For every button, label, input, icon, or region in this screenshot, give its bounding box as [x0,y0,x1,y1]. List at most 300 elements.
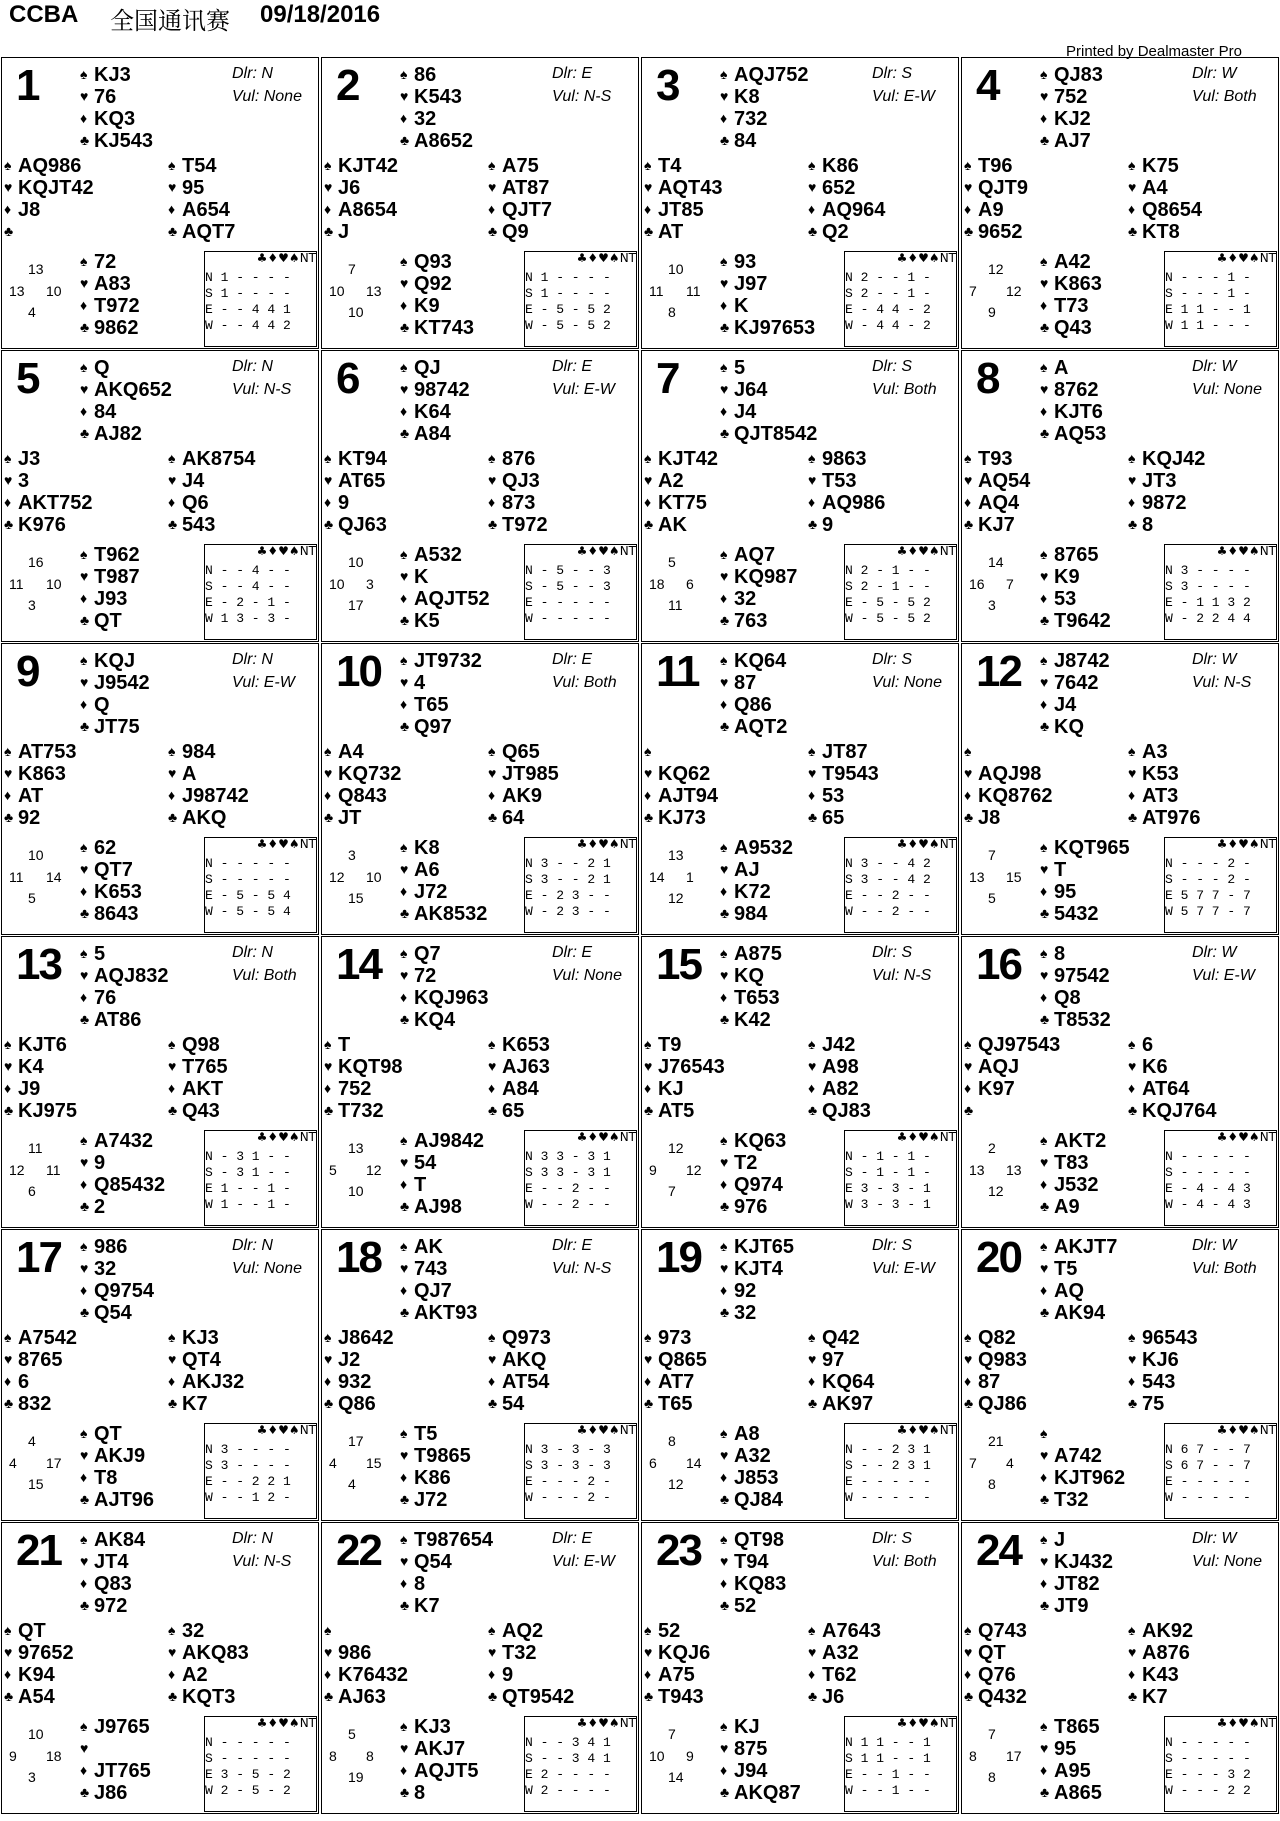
north-hand-club-line [720,1008,782,1030]
cards: K5 [414,610,440,632]
club-icon: ♣ [400,718,410,734]
spade-icon: ♠ [964,157,972,173]
spade-icon: ♠ [400,945,408,961]
club-icon: ♣ [964,1688,974,1704]
double-dummy-row: W 1 - - 1 - [205,1197,291,1212]
club-icon: ♣ [488,1688,498,1704]
cards: A42 [1054,251,1091,273]
north-hand-spade-line [720,649,787,671]
spade-icon: ♠ [720,66,728,82]
cards: AKJ9 [94,1445,146,1467]
cards: AQ986 [18,155,82,177]
spade-icon: ♠ [80,652,88,668]
east-hand-spade-line [488,154,552,176]
west-hand-heart-line [324,469,387,491]
north-hand-diamond-line [720,400,817,422]
club-icon: ♣ [720,132,730,148]
west-hand-heart-line [644,1348,707,1370]
hcp-west: 13 [9,283,25,299]
double-dummy-header: ♣♦♥♠NT [256,544,316,558]
double-dummy-table [524,1716,637,1812]
cards: 6 [1142,1034,1154,1056]
cards: AKQ83 [182,1642,249,1664]
club-icon: ♣ [80,1597,90,1613]
heart-icon: ♥ [1128,472,1137,488]
board-20 [961,1229,1279,1521]
east-hand [808,1033,871,1121]
cards: QT [94,610,122,632]
north-hand-heart-line [400,85,473,107]
north-hand-spade-line [400,942,489,964]
club-icon: ♣ [400,1011,410,1027]
double-dummy-header: ♣♦♥♠NT [1216,1716,1276,1730]
west-hand-diamond-line [4,491,92,513]
double-dummy-row: S - 5 - - 3 [525,579,611,594]
board-number: 12 [976,647,1021,696]
cards: AQ986 [822,492,886,514]
diamond-icon: ♦ [80,1282,88,1298]
diamond-icon: ♦ [400,110,408,126]
organization-name: CCBA [9,1,79,28]
south-hand-diamond-line [400,880,487,902]
diamond-icon: ♦ [1040,1282,1048,1298]
heart-icon: ♥ [400,381,409,397]
vulnerability-label: Vul: N-S [552,88,612,105]
double-dummy-header: ♣♦♥♠NT [256,251,316,265]
club-icon: ♣ [324,809,334,825]
west-hand-club-line [964,1685,1027,1707]
cards: KQ4 [414,1009,456,1031]
double-dummy-row: N - 5 - - 3 [525,563,611,578]
cards: 743 [414,1258,448,1280]
south-hand-diamond-line [80,587,140,609]
club-icon: ♣ [400,425,410,441]
club-icon: ♣ [720,425,730,441]
cards: KQJT42 [18,177,94,199]
cards: A8654 [338,199,397,221]
east-hand-diamond-line [1128,1370,1198,1392]
board-13 [1,936,319,1228]
club-icon: ♣ [1040,1784,1050,1800]
board-number: 19 [656,1233,701,1282]
south-hand-heart-line [1040,858,1130,880]
cards: JT [338,807,362,829]
cards: T972 [94,295,140,317]
north-hand-club-line [80,1594,145,1616]
south-hand-spade-line [400,1715,478,1737]
heart-icon: ♥ [964,179,973,195]
hcp-east: 15 [1006,869,1022,885]
hcp-west: 12 [329,869,345,885]
double-dummy-row: W 2 - - - - [525,1783,611,1798]
west-hand-heart-line [324,176,398,198]
cards: T987654 [414,1529,493,1551]
cards: 65 [502,1100,525,1122]
heart-icon: ♥ [324,765,333,781]
east-hand-diamond-line [808,784,879,806]
hcp-north: 16 [28,554,44,570]
east-hand-club-line [1128,220,1202,242]
club-icon: ♣ [168,1395,178,1411]
hcp-east: 6 [686,576,694,592]
double-dummy-row: N 3 - - - - [1165,563,1251,578]
diamond-icon: ♦ [400,1282,408,1298]
cards: Q6 [182,492,209,514]
west-hand-heart-line [644,762,718,784]
spade-icon: ♠ [1128,1329,1136,1345]
heart-icon: ♥ [80,674,89,690]
cards: 8643 [94,903,139,925]
cards: QT9542 [502,1686,575,1708]
heart-icon: ♥ [964,1058,973,1074]
south-hand-spade-line [1040,1129,1106,1151]
board-number: 11 [656,647,699,696]
spade-icon: ♠ [488,1036,496,1052]
north-hand [720,63,809,151]
cards: T987 [94,566,140,588]
spade-icon: ♠ [720,652,728,668]
cards: A8 [734,1423,760,1445]
west-hand [324,1619,408,1707]
south-hand-club-line [80,1488,154,1510]
diamond-icon: ♦ [720,1469,728,1485]
cards: AK97 [822,1393,874,1415]
east-hand [1128,154,1202,242]
cards: T [1054,859,1067,881]
diamond-icon: ♦ [1040,883,1048,899]
cards: J6 [822,1686,845,1708]
hcp-west: 11 [9,576,24,592]
vulnerability-label: Vul: None [232,1260,302,1277]
club-icon: ♣ [720,905,730,921]
south-hand [80,1129,165,1217]
cards: A6 [414,859,440,881]
board-number: 24 [976,1526,1021,1575]
hcp-north: 7 [988,847,996,863]
north-hand-heart-line [400,1550,493,1572]
heart-icon: ♥ [400,1553,409,1569]
west-hand-club-line [324,1099,402,1121]
hcp-west: 10 [329,283,345,299]
west-hand-heart-line [324,762,401,784]
board-8 [961,350,1279,642]
club-icon: ♣ [1040,718,1050,734]
north-hand-diamond-line [400,986,489,1008]
south-hand-diamond-line [1040,587,1111,609]
north-hand-club-line [80,1301,154,1323]
cards: AKQ [182,807,227,829]
cards: Q8654 [1142,199,1203,221]
east-hand-diamond-line [1128,784,1201,806]
diamond-icon: ♦ [400,696,408,712]
club-icon: ♣ [168,516,178,532]
spade-icon: ♠ [1040,253,1048,269]
spade-icon: ♠ [720,546,728,562]
diamond-icon: ♦ [168,201,176,217]
north-hand-diamond-line [1040,1572,1113,1594]
cards: AK [658,514,687,536]
heart-icon: ♥ [720,568,729,584]
south-hand-spade-line [80,543,140,565]
east-hand-club-line [488,1392,551,1414]
cards: KJT42 [658,448,719,470]
cards: QT98 [734,1529,785,1551]
east-hand-club-line [488,1099,550,1121]
hcp-west: 9 [9,1748,17,1764]
double-dummy-row: N - 3 1 - - [205,1149,291,1164]
north-hand-club-line [400,1594,493,1616]
spade-icon: ♠ [720,1238,728,1254]
cards: J [1054,1529,1066,1551]
board-number: 15 [656,940,701,989]
hcp-south: 5 [988,890,996,906]
west-hand-heart-line [644,176,722,198]
north-hand-heart-line [720,85,809,107]
west-hand-heart-line [324,1641,408,1663]
spade-icon: ♠ [964,1036,972,1052]
spade-icon: ♠ [1128,743,1136,759]
cards: K43 [1142,1664,1179,1686]
spade-icon: ♠ [400,1238,408,1254]
south-hand-spade-line [80,250,140,272]
cards: KQT965 [1054,837,1130,859]
north-hand-diamond-line [400,107,473,129]
diamond-icon: ♦ [168,1666,176,1682]
spade-icon: ♠ [1040,652,1048,668]
cards: Q97 [414,716,452,738]
cards: AJ98 [414,1196,462,1218]
spade-icon: ♠ [720,1531,728,1547]
double-dummy-row: W 2 - 5 - 2 [205,1783,291,1798]
cards: T65 [658,1393,693,1415]
cards: AT86 [94,1009,142,1031]
cards: AQ964 [822,199,886,221]
club-icon: ♣ [1040,319,1050,335]
club-icon: ♣ [1128,809,1138,825]
east-hand-heart-line [808,176,885,198]
cards: T [338,1034,351,1056]
south-hand-spade-line [1040,543,1111,565]
club-icon: ♣ [400,1784,410,1800]
east-hand-heart-line [488,176,552,198]
double-dummy-header: ♣♦♥♠NT [1216,837,1276,851]
cards: 97 [822,1349,845,1371]
heart-icon: ♥ [4,1058,13,1074]
dealer-label: Dlr: S [872,65,912,82]
club-icon: ♣ [644,1395,654,1411]
north-hand [400,356,470,444]
diamond-icon: ♦ [80,883,88,899]
cards: KJ975 [18,1100,77,1122]
event-date: 09/18/2016 [260,1,381,28]
heart-icon: ♥ [400,1260,409,1276]
south-hand-club-line [1040,1195,1106,1217]
double-dummy-table [844,837,957,933]
west-hand-diamond-line [644,198,722,220]
hcp-east: 11 [686,283,701,299]
cards: K64 [414,401,451,423]
north-hand [400,63,473,151]
cards: AKQ87 [734,1782,801,1804]
cards: A9 [1054,1196,1080,1218]
east-hand-spade-line [1128,1619,1193,1641]
west-hand-heart-line [324,1055,402,1077]
cards: KJ [658,1078,684,1100]
cards: QJT8542 [734,423,818,445]
club-icon: ♣ [488,809,498,825]
double-dummy-row: E - - - 2 - [525,1474,611,1489]
double-dummy-row: S - - 4 - - [205,579,291,594]
heart-icon: ♥ [488,765,497,781]
cards: 92 [734,1280,757,1302]
club-icon: ♣ [644,223,654,239]
south-hand [400,1422,471,1510]
double-dummy-header: ♣♦♥♠NT [576,251,636,265]
cards: KJ97653 [734,317,816,339]
east-hand [168,447,255,535]
south-hand-club-line [1040,902,1130,924]
diamond-icon: ♦ [80,110,88,126]
double-dummy-row: S - - - - - [1165,1751,1251,1766]
cards: QT [18,1620,46,1642]
cards: J4 [182,470,205,492]
double-dummy-row: W - 2 2 4 4 [1165,611,1251,626]
cards: K543 [414,86,462,108]
double-dummy-row: S - - - - - [205,872,291,887]
cards: QJT7 [502,199,553,221]
spade-icon: ♠ [720,945,728,961]
cards: A9532 [734,837,793,859]
east-hand-heart-line [168,1641,249,1663]
double-dummy-header: ♣♦♥♠NT [896,1130,956,1144]
east-hand-club-line [168,806,249,828]
club-icon: ♣ [1040,132,1050,148]
cards: A2 [182,1664,208,1686]
double-dummy-row: E - 5 - 5 2 [525,302,611,317]
west-hand-diamond-line [4,784,77,806]
heart-icon: ♥ [1040,861,1049,877]
east-hand-club-line [488,806,559,828]
south-hand-heart-line [720,565,797,587]
cards: AKJ7 [414,1738,466,1760]
south-hand [80,1715,151,1803]
cards: K86 [822,155,859,177]
club-icon: ♣ [1040,1011,1050,1027]
east-hand-club-line [1128,513,1205,535]
cards: K8 [414,837,440,859]
dealer-label: Dlr: W [1192,358,1237,375]
east-hand-diamond-line [488,784,559,806]
hcp-west: 8 [969,1748,977,1764]
diamond-icon: ♦ [1128,1373,1136,1389]
double-dummy-row: W - 5 - 5 2 [845,611,931,626]
hcp-north: 11 [28,1140,43,1156]
cards: 92 [18,807,41,829]
west-hand-heart-line [964,469,1030,491]
club-icon: ♣ [720,718,730,734]
south-hand-heart-line [80,272,140,294]
club-icon: ♣ [80,718,90,734]
spade-icon: ♠ [168,1329,176,1345]
north-hand-heart-line [80,671,150,693]
cards: K [414,566,429,588]
cards: K53 [1142,763,1179,785]
heart-icon: ♥ [168,765,177,781]
cards: T5 [414,1423,438,1445]
spade-icon: ♠ [4,157,12,173]
double-dummy-row: E - - - - - [1165,1474,1251,1489]
double-dummy-row: S 3 - - - - [205,1458,291,1473]
vulnerability-label: Vul: None [1192,1553,1262,1570]
heart-icon: ♥ [324,1058,333,1074]
diamond-icon: ♦ [324,1080,332,1096]
heart-icon: ♥ [400,1447,409,1463]
south-hand-club-line [400,1781,478,1803]
hcp-south: 14 [668,1769,684,1785]
club-icon: ♣ [80,1784,90,1800]
hcp-west: 16 [969,576,985,592]
cards: 763 [734,610,768,632]
hcp-north: 17 [348,1433,364,1449]
heart-icon: ♥ [80,967,89,983]
cards: AKT752 [18,492,93,514]
south-hand-diamond-line [720,880,793,902]
east-hand-heart-line [168,762,249,784]
north-hand [1040,1235,1117,1323]
east-hand [808,1326,874,1414]
south-hand-diamond-line [80,1173,165,1195]
hcp-west: 10 [649,1748,665,1764]
board-number: 17 [16,1233,61,1282]
cards: 543 [1142,1371,1176,1393]
double-dummy-header: ♣♦♥♠NT [576,544,636,558]
north-hand-spade-line [1040,356,1106,378]
diamond-icon: ♦ [720,403,728,419]
east-hand [168,1619,249,1707]
east-hand-spade-line [808,740,879,762]
spade-icon: ♠ [1040,359,1048,375]
board-number: 13 [16,940,61,989]
board-3 [641,57,959,349]
east-hand-club-line [808,1392,874,1414]
east-hand-spade-line [168,1619,249,1641]
double-dummy-table [524,251,637,347]
heart-icon: ♥ [4,765,13,781]
north-hand-club-line [1040,715,1110,737]
cards: AQJ [978,1056,1020,1078]
diamond-icon: ♦ [80,989,88,1005]
north-hand [720,942,782,1030]
double-dummy-header: ♣♦♥♠NT [1216,1423,1276,1437]
double-dummy-row: E - - 2 - - [525,1181,611,1196]
north-hand-heart-line [80,964,169,986]
spade-icon: ♠ [1040,546,1048,562]
vulnerability-label: Vul: E-W [872,88,935,105]
west-hand-heart-line [644,1641,710,1663]
north-hand [720,649,787,737]
east-hand-heart-line [1128,176,1202,198]
east-hand [808,447,885,535]
heart-icon: ♥ [1128,765,1137,781]
cards: T9642 [1054,610,1111,632]
diamond-icon: ♦ [808,1373,816,1389]
west-hand [964,154,1028,242]
hcp-west: 5 [329,1162,337,1178]
east-hand-heart-line [488,762,559,784]
hcp-north: 10 [28,847,44,863]
cards: A98 [822,1056,859,1078]
cards: A7643 [822,1620,881,1642]
